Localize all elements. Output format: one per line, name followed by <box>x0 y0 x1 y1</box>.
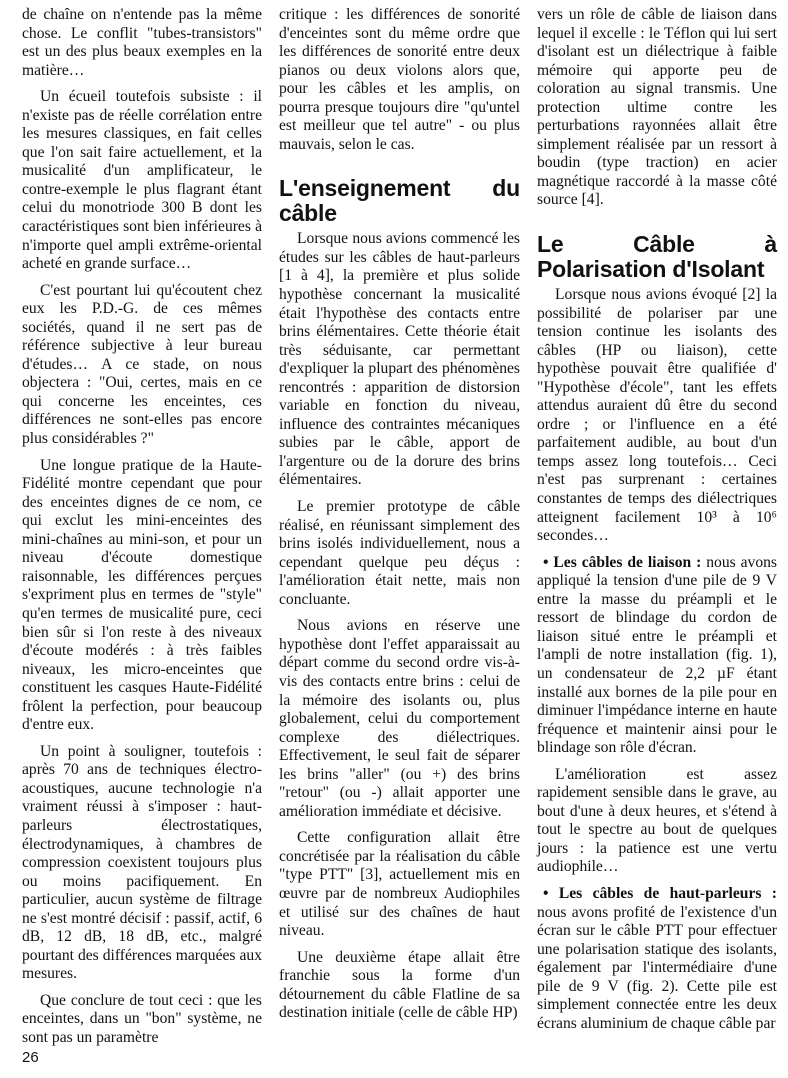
paragraph-text: nous avons appliqué la tension d'une pile de 9 V entre la masse du préampli et le ressort de blindage du cordon de liaison situé entre le préampli et l'ampli de notre installation (fig. 1), un condensateur de 2,2 µF étant installé aux bornes de la pile pour en diminuer l'impédance interne en haute fréquence et maintenir ainsi pour le blindage son rôle d'écran. <box>537 553 777 757</box>
paragraph: Un écueil toutefois subsiste : il n'existe pas de réelle corrélation entre les mesures classiques, en fait celles que l'on sait faire actuellement, et la musicalité d'un amplificateur, le contre-exemple le plus flagrant étant celui du monotriode 300 B dont les caractéristiques sont bien inférieures à n'importe quel ampli extrême-oriental acheté en grande surface… <box>22 88 262 273</box>
text-column-3 <box>537 6 777 1041</box>
paragraph: Un point à souligner, toutefois : après 70 ans de techniques électro-acoustiques, aucune technologie n'a vraiment réussi à s'imposer : haut-parleurs électrostatiques, électrodynamiques, à chambres de compression coexistent toujours plus ou moins pacifiquement. En particulier, aucun système de filtrage ne s'est montré décisif : passif, actif, 6 dB, 12 dB, 18 dB, etc., malgré pourtant des différences marquées aux mesures. <box>22 742 262 983</box>
paragraph: vers un rôle de câble de liaison dans lequel il excelle : le Téflon qui lui sert d'isolant est un diélectrique à faible mémoire qui apporte peu de coloration au signal transmis. Une protection ultime contre les perturbations rayonnées allait être simplement réalisée par un ressort à boudin (type traction) en acier magnétique raccordé à la masse côté source [4]. <box>537 6 777 209</box>
paragraph: C'est pourtant lui qu'écoutent chez eux les P.D.-G. de ces mêmes sociétés, quand il ne sert pas de référence subjective à leur bureau d'études… A ce stade, on nous objectera : "Oui, certes, mais en ce qui concerne les enceintes, ces différences ne sont-elles pas encore plus considérables ?" <box>22 281 262 448</box>
paragraph: Nous avions en réserve une hypothèse dont l'effet apparaissait au départ comme du second ordre vis-à-vis des contacts entre brins : celui de la mémoire des isolants ou, plus globalement, celui du comportement complexe des diélectriques. Effectivement, le seul fait de séparer les brins "aller" (ou +) des brins "retour" (ou -) allait apporter une amélioration immédiate et décisive. <box>279 617 520 820</box>
paragraph-text: nous avons profité de l'existence d'un écran sur le câble PTT pour effectuer une polarisation statique des isolants, également par l'intermédiaire d'une pile de 9 V (fig. 2). Cette pile est simplement connectée entre les deux écrans aluminium de chaque câble par <box>537 903 777 1032</box>
paragraph: Une longue pratique de la Haute-Fidélité montre cependant que pour des enceintes dignes de ce nom, ce qui exclut les mini-enceintes des mini-chaînes au mini-son, et pour un niveau d'écoute domestique raisonnable, les différences perçues s'expriment plus en termes de "style" qu'en termes de musicalité pure, ceci bien sûr si l'on reste à des niveaux d'écoute modérés : à très faibles niveaux, les micro-enceintes que constituent les casques Haute-Fidélité frôlent la perfection, pour beaucoup d'entre eux. <box>22 456 262 734</box>
paragraph: Une deuxième étape allait être franchie sous la forme d'un détournement du câble Flatline de sa destination initiale (celle de câble HP) <box>279 948 520 1022</box>
text-column-1 <box>22 6 262 1056</box>
section-heading: L'enseignement du câble <box>279 175 520 227</box>
text-column-2 <box>279 6 520 1031</box>
paragraph <box>537 885 777 1033</box>
paragraph: critique : les différences de sonorité d'enceintes sont du même ordre que les différences de sonorité entre deux pianos ou deux violons alors que, pour les câbles et les amplis, on pourra presque toujours dire "qu'untel est meilleur que tel autre" - ou plus mauvais, selon le cas. <box>279 6 520 153</box>
page-number: 26 <box>22 1049 39 1066</box>
bullet-lead: • Les câbles de liaison : <box>543 553 702 571</box>
paragraph: Lorsque nous avions commencé les études sur les câbles de haut-parleurs [1 à 4], la première et plus solide hypothèse concernant la musicalité était l'hypothèse des contacts entre brins élémentaires. Cette théorie était très séduisante, car permettant d'expliquer la plupart des phénomènes rencontrés : apparition de distorsion variable en fonction du niveau, influence des contraintes mécaniques subies par le câble, apport de l'argenture ou de la dorure des brins élémentaires. <box>279 230 520 489</box>
bullet-lead: • Les câbles de haut-parleurs : <box>543 884 777 902</box>
paragraph: Lorsque nous avions évoqué [2] la possibilité de polariser par une tension continue les isolants des câbles (HP ou liaison), cette hypothèse pouvait être qualifiée d' "Hypothèse d'école", tant les effets attendus auraient dû être du second ordre ; or l'influence en a été parfaitement audible, au bout d'un temps assez long toutefois… Ceci n'est pas surprenant : certaines constantes de temps des diélectriques atteignent facilement 10³ à 10⁶ secondes… <box>537 286 777 545</box>
paragraph: Cette configuration allait être concrétisée par la réalisation du câble "type PTT" [3], actuellement mis en œuvre par de nombreux Audiophiles et utilisé sur des chaînes de haut niveau. <box>279 829 520 940</box>
paragraph: Que conclure de tout ceci : que les enceintes, dans un "bon" système, ne sont pas un paramètre <box>22 991 262 1046</box>
section-heading: Le Câble à Polarisation d'Isolant <box>537 231 777 283</box>
paragraph: de chaîne on n'entende pas la même chose. Le conflit "tubes-transistors" est un des plus beaux exemples en la matière… <box>22 6 262 79</box>
paragraph: L'amélioration est assez rapidement sensible dans le grave, au bout d'une à deux heures, et s'étend à tout le spectre au bout de quelques jours : la patience est une vertu audiophile… <box>537 765 777 876</box>
paragraph: Le premier prototype de câble réalisé, en réunissant simplement des brins isolés individuellement, nous a cependant quelque peu déçus : l'amélioration était nette, mais non concluante. <box>279 498 520 608</box>
paragraph <box>537 554 777 758</box>
